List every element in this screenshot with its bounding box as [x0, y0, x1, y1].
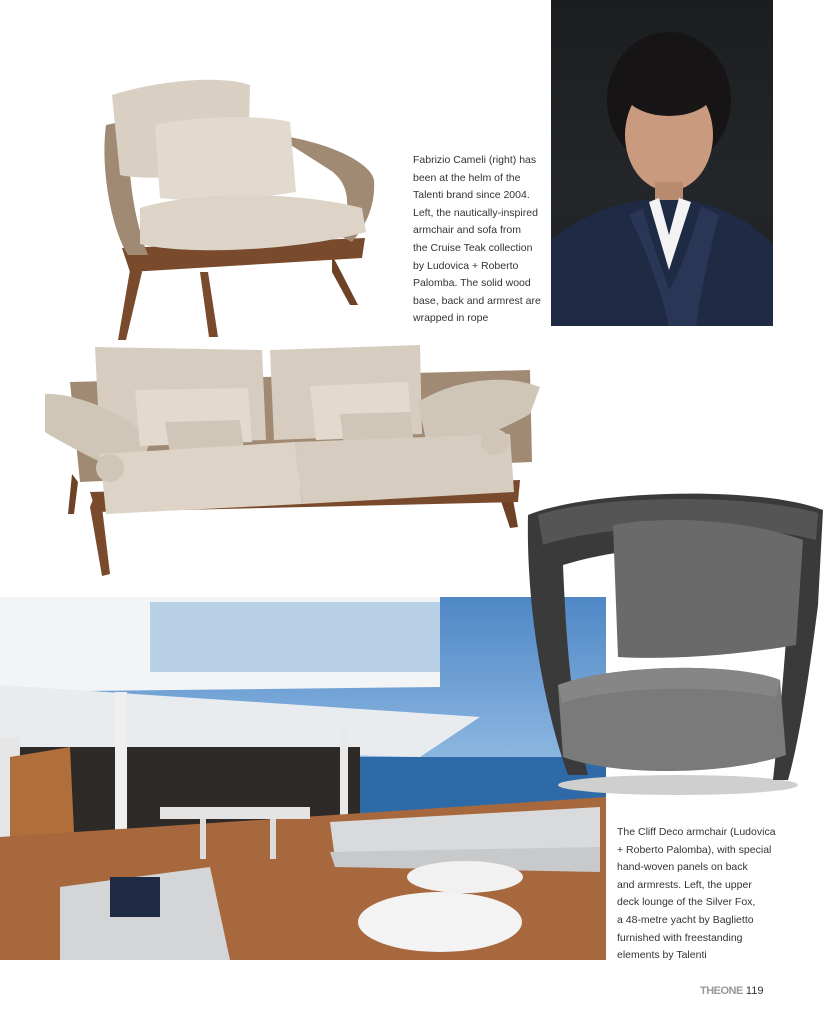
- page-folio: [700, 985, 763, 997]
- caption-line: been at the helm of the: [413, 171, 521, 184]
- cruise-teak-armchair-image: [100, 60, 385, 345]
- caption-line: elements by Talenti: [617, 949, 707, 962]
- caption-line: by Ludovica + Roberto: [413, 259, 519, 272]
- yacht-deck-photo: [0, 597, 606, 960]
- caption-line: armchair and sofa from: [413, 224, 521, 237]
- caption-line: hand-woven panels on back: [617, 861, 748, 874]
- cruise-teak-sofa-image: [40, 342, 545, 582]
- caption-line: and armrests. Left, the upper: [617, 878, 752, 891]
- caption-line: Fabrizio Cameli (right) has: [413, 154, 537, 166]
- caption-line: deck lounge of the Silver Fox,: [617, 896, 756, 909]
- cliff-deco-armchair-image: [518, 485, 826, 803]
- caption-line: wrapped in rope: [413, 312, 489, 325]
- caption-line: Palomba. The solid wood: [413, 277, 531, 290]
- caption-cameli: [413, 152, 553, 328]
- caption-line: a 48-metre yacht by Baglietto: [617, 913, 754, 926]
- caption-line: Talenti brand since 2004.: [413, 189, 530, 202]
- caption-line: the Cruise Teak collection: [413, 241, 533, 254]
- caption-line: base, back and armrest are: [413, 294, 541, 307]
- caption-cliff-deco: [617, 824, 817, 965]
- magazine-brand: THEONE: [700, 985, 743, 997]
- portrait-photo: [551, 0, 773, 326]
- page-number: 119: [745, 985, 764, 997]
- caption-line: + Roberto Palomba), with special: [617, 843, 772, 856]
- caption-line: The Cliff Deco armchair (Ludovica: [617, 826, 776, 838]
- caption-line: Left, the nautically-inspired: [413, 206, 538, 219]
- caption-line: furnished with freestanding: [617, 931, 743, 944]
